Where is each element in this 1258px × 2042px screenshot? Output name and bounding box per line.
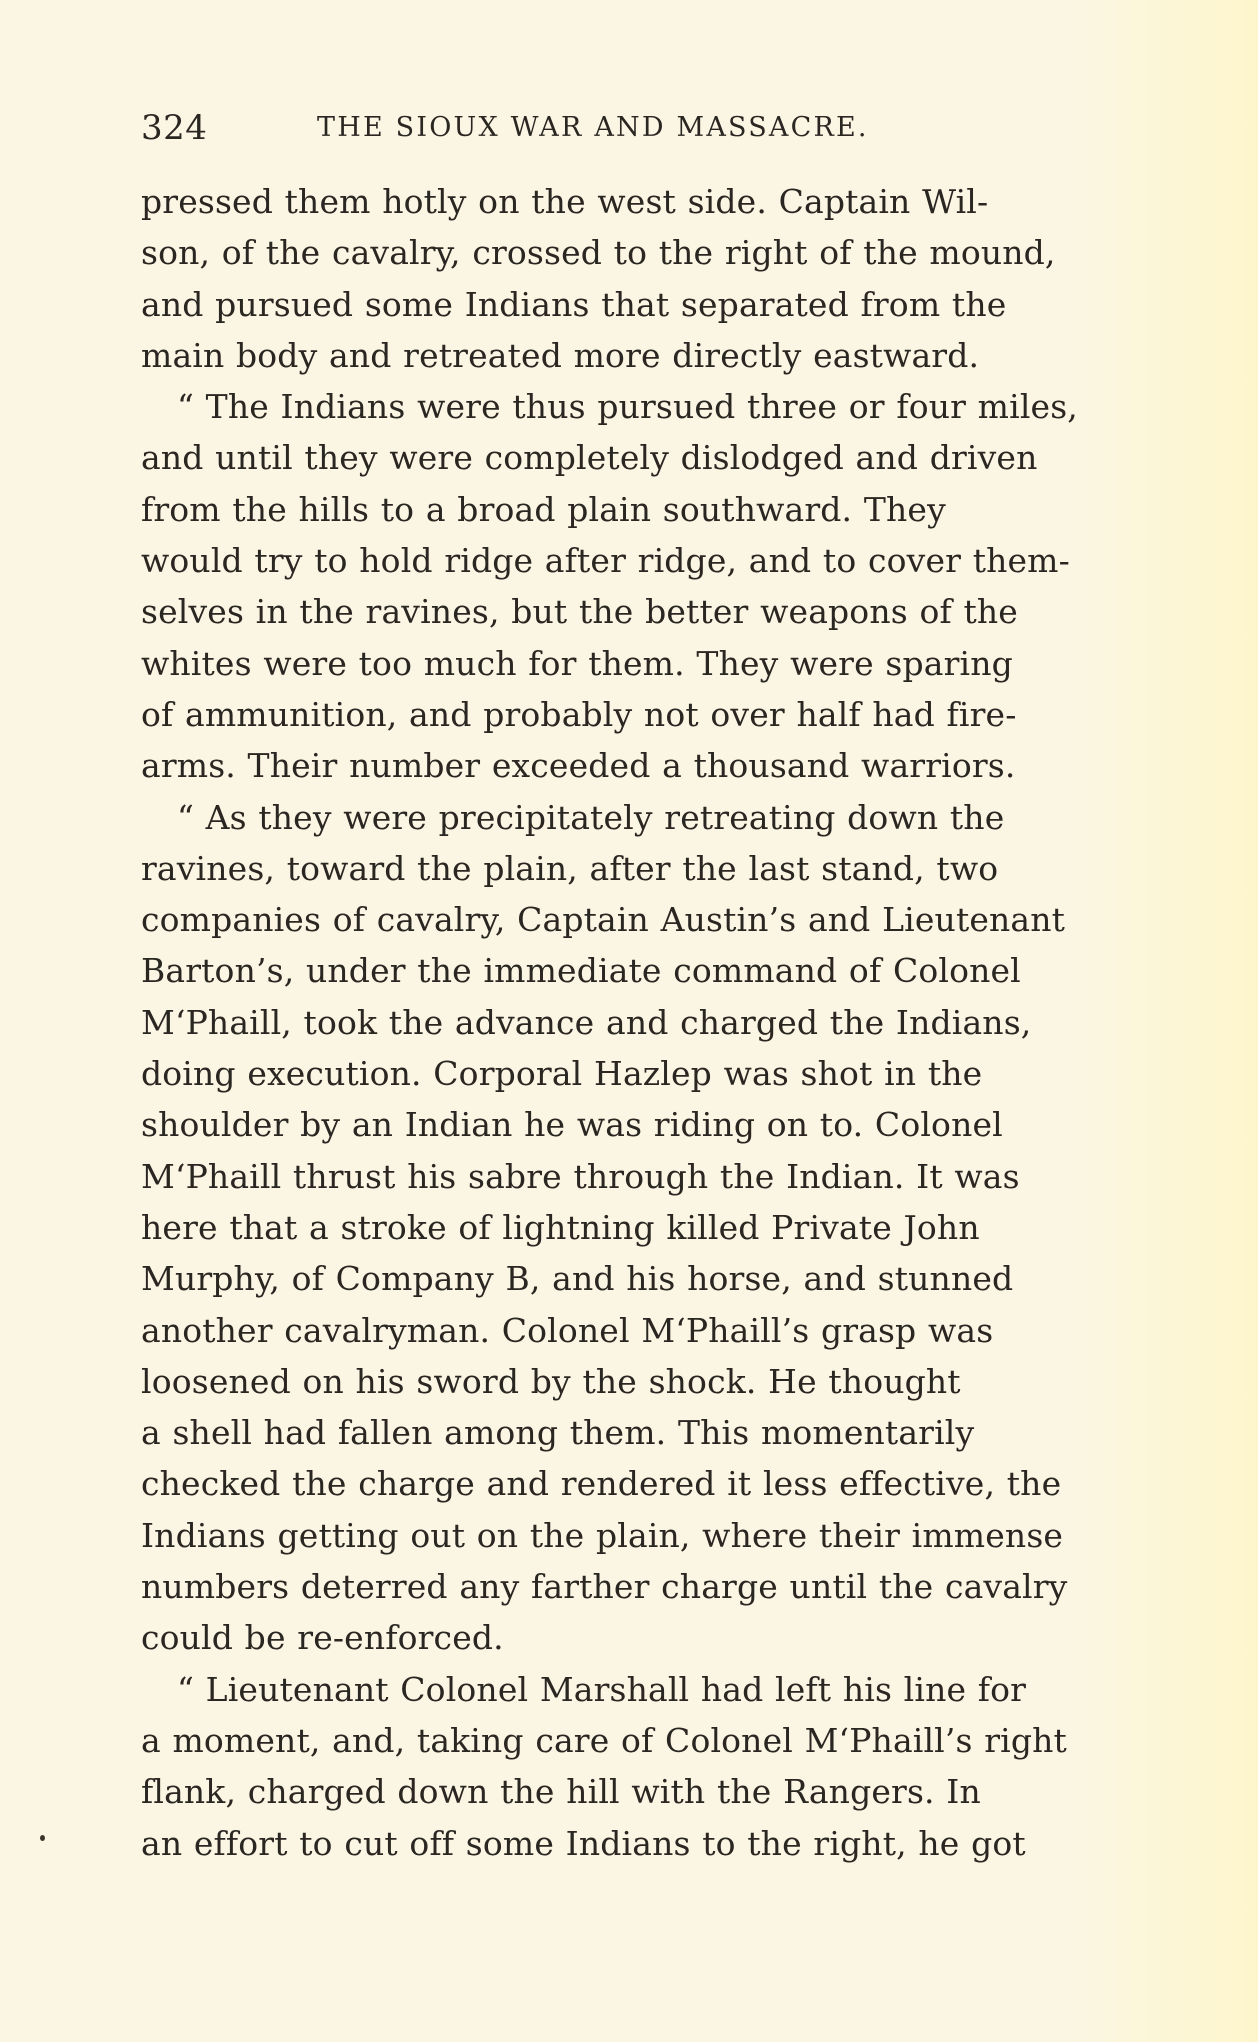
text-line: selves in the ravines, but the better weapons of the xyxy=(141,592,1018,632)
text-line: main body and retreated more directly eastward. xyxy=(141,335,980,375)
body-text xyxy=(141,176,1131,1869)
text-line: a shell had fallen among them. This momentarily xyxy=(141,1413,975,1453)
running-title: THE SIOUX WAR AND MASSACRE. xyxy=(317,112,869,143)
text-line: an effort to cut off some Indians to the right, he got xyxy=(141,1823,1026,1863)
text-line: doing execution. Corporal Hazlep was shot in the xyxy=(141,1054,983,1094)
text-line: loosened on his sword by the shock. He thought xyxy=(141,1361,961,1401)
text-line: shoulder by an Indian he was riding on to. Colonel xyxy=(141,1105,1003,1145)
text-line: numbers deterred any farther charge until the cavalry xyxy=(141,1567,1068,1607)
page-number: 324 xyxy=(141,108,208,148)
text-line: checked the charge and rendered it less effective, the xyxy=(141,1464,1062,1504)
text-line: could be re-enforced. xyxy=(141,1618,504,1658)
text-line: whites were too much for them. They were sparing xyxy=(141,643,1013,683)
text-line: from the hills to a broad plain southward. They xyxy=(141,489,946,529)
text-line: Indians getting out on the plain, where their immense xyxy=(141,1515,1064,1555)
text-line: Murphy, of Company B, and his horse, and stunned xyxy=(141,1259,1014,1299)
text-line: arms. Their number exceeded a thousand warriors. xyxy=(141,746,1016,786)
paragraph-start-line: “ As they were precipitately retreating down the xyxy=(177,797,1005,837)
paragraph-start-line: “ The Indians were thus pursued three or four miles, xyxy=(177,387,1078,427)
paragraph-start-line: “ Lieutenant Colonel Marshall had left his line for xyxy=(177,1669,1027,1709)
text-line: flank, charged down the hill with the Rangers. In xyxy=(141,1772,981,1812)
text-line: companies of cavalry, Captain Austin’s and Lieutenant xyxy=(141,900,1066,940)
text-line: and pursued some Indians that separated from the xyxy=(141,284,1007,324)
page-header xyxy=(141,108,1121,156)
text-line: ravines, toward the plain, after the last stand, two xyxy=(141,848,999,888)
text-line: M‘Phaill thrust his sabre through the Indian. It was xyxy=(141,1156,1020,1196)
text-line: Barton’s, under the immediate command of Colonel xyxy=(141,951,1021,991)
text-line: pressed them hotly on the west side. Captain Wil- xyxy=(141,182,989,221)
text-line: here that a stroke of lightning killed Private John xyxy=(141,1207,980,1247)
ink-speck xyxy=(40,1835,45,1841)
text-line: of ammunition, and probably not over half had fire- xyxy=(141,694,1017,734)
text-line: another cavalryman. Colonel M‘Phaill’s grasp was xyxy=(141,1310,994,1350)
text-line: M‘Phaill, took the advance and charged the Indians, xyxy=(141,1002,1032,1042)
text-line: son, of the cavalry, crossed to the right of the mound, xyxy=(141,233,1056,273)
text-line: would try to hold ridge after ridge, and to cover them- xyxy=(141,541,1070,581)
text-line: and until they were completely dislodged and driven xyxy=(141,438,1038,478)
text-line: a moment, and, taking care of Colonel M‘Phaill’s right xyxy=(141,1720,1067,1760)
